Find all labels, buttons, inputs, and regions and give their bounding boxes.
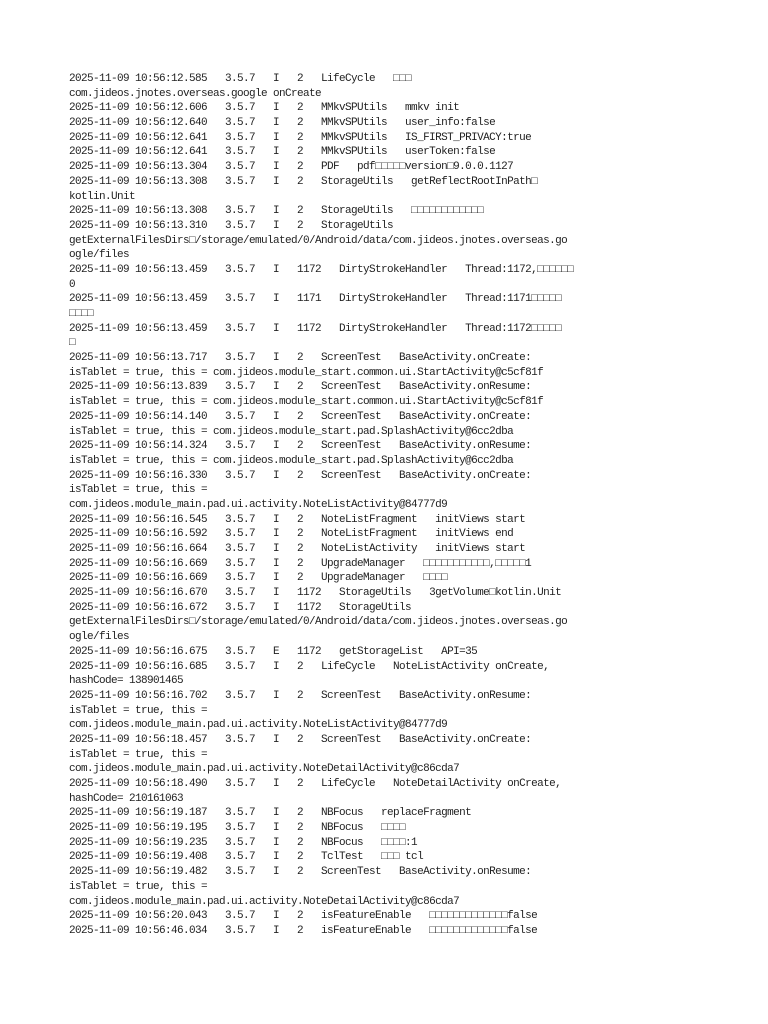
log-document [69, 72, 573, 939]
log-line: com.jideos.module_main.pad.ui.activity.NoteListActivity@84777d9 [69, 719, 448, 732]
log-line: hashCode= 138901465 [69, 675, 184, 688]
log-line: 2025-11-09 10:56:19.235 3.5.7 I 2 NBFocus □□□□:1 [69, 836, 418, 849]
log-line: 2025-11-09 10:56:19.482 3.5.7 I 2 ScreenTest BaseActivity.onResume: [69, 866, 532, 879]
log-line: 2025-11-09 10:56:12.641 3.5.7 I 2 MMkvSPUtils userToken:false [69, 146, 496, 159]
log-line: isTablet = true, this = [69, 880, 208, 893]
log-line: ogle/files [69, 249, 130, 262]
log-line: isTablet = true, this = com.jideos.module_start.common.ui.StartActivity@c5cf81f [69, 396, 544, 409]
log-line: isTablet = true, this = [69, 748, 208, 761]
log-line: 2025-11-09 10:56:16.664 3.5.7 I 2 NoteListActivity initViews start [69, 543, 526, 555]
log-line: 0 [69, 278, 76, 291]
log-line: □ [69, 337, 76, 350]
log-line: 2025-11-09 10:56:18.457 3.5.7 I 2 ScreenTest BaseActivity.onCreate: [69, 733, 532, 746]
log-line: □□□□ [69, 308, 94, 320]
log-line: 2025-11-09 10:56:16.675 3.5.7 E 1172 getStorageList API=35 [69, 645, 478, 658]
log-line: isTablet = true, this = [69, 704, 208, 717]
log-line: 2025-11-09 10:56:16.702 3.5.7 I 2 ScreenTest BaseActivity.onResume: [69, 689, 532, 702]
log-line: com.jideos.module_main.pad.ui.activity.NoteDetailActivity@c86cda7 [69, 895, 460, 908]
log-line: 2025-11-09 10:56:20.043 3.5.7 I 2 isFeatureEnable □□□□□□□□□□□□□false [69, 910, 538, 923]
log-line: isTablet = true, this = [69, 484, 208, 497]
log-line: 2025-11-09 10:56:13.308 3.5.7 I 2 StorageUtils □□□□□□□□□□□□ [69, 205, 484, 218]
log-line: 2025-11-09 10:56:12.641 3.5.7 I 2 MMkvSPUtils IS_FIRST_PRIVACY:true [69, 131, 532, 144]
log-line: 2025-11-09 10:56:16.330 3.5.7 I 2 ScreenTest BaseActivity.onCreate: [69, 469, 532, 482]
log-line: 2025-11-09 10:56:46.034 3.5.7 I 2 isFeatureEnable □□□□□□□□□□□□□false [69, 924, 538, 937]
log-line: isTablet = true, this = com.jideos.module_start.pad.SplashActivity@6cc2dba [69, 425, 514, 438]
log-line: ogle/files [69, 631, 130, 644]
log-line: 2025-11-09 10:56:12.585 3.5.7 I 2 LifeCycle □□□ [69, 73, 412, 85]
log-line: 2025-11-09 10:56:19.408 3.5.7 I 2 TclTest □□□ tcl [69, 851, 424, 864]
log-line: 2025-11-09 10:56:18.490 3.5.7 I 2 LifeCycle NoteDetailActivity onCreate, [69, 778, 562, 790]
log-line: 2025-11-09 10:56:13.717 3.5.7 I 2 ScreenTest BaseActivity.onCreate: [69, 352, 532, 365]
log-line: 2025-11-09 10:56:13.839 3.5.7 I 2 ScreenTest BaseActivity.onResume: [69, 381, 532, 394]
log-line: hashCode= 210161063 [69, 792, 184, 805]
log-line: 2025-11-09 10:56:16.685 3.5.7 I 2 LifeCycle NoteListActivity onCreate, [69, 660, 550, 673]
log-line: 2025-11-09 10:56:12.640 3.5.7 I 2 MMkvSPUtils user_info:false [69, 117, 496, 130]
log-line: 2025-11-09 10:56:13.304 3.5.7 I 2 PDF pdf□□□□□version□9.0.0.1127 [69, 161, 514, 174]
log-line: getExternalFilesDirs□/storage/emulated/0/Android/data/com.jideos.jnotes.overseas.go [69, 616, 568, 629]
log-line: 2025-11-09 10:56:16.669 3.5.7 I 2 UpgradeManager □□□□ [69, 572, 448, 585]
log-line: 2025-11-09 10:56:12.606 3.5.7 I 2 MMkvSPUtils mmkv init [69, 102, 460, 115]
log-line: 2025-11-09 10:56:16.672 3.5.7 I 1172 StorageUtils [69, 601, 412, 614]
log-line: 2025-11-09 10:56:19.187 3.5.7 I 2 NBFocus replaceFragment [69, 807, 472, 820]
log-line: 2025-11-09 10:56:16.670 3.5.7 I 1172 StorageUtils 3getVolume□kotlin.Unit [69, 587, 562, 600]
log-line: 2025-11-09 10:56:16.545 3.5.7 I 2 NoteListFragment initViews start [69, 513, 526, 526]
log-line: 2025-11-09 10:56:13.308 3.5.7 I 2 StorageUtils getReflectRootInPath□ [69, 175, 538, 188]
log-line: 2025-11-09 10:56:19.195 3.5.7 I 2 NBFocus □□□□ [69, 822, 406, 835]
log-line: com.jideos.jnotes.overseas.google onCreate [69, 87, 322, 100]
log-line: kotlin.Unit [69, 190, 136, 203]
log-line: 2025-11-09 10:56:13.310 3.5.7 I 2 StorageUtils [69, 219, 394, 232]
log-line: 2025-11-09 10:56:13.459 3.5.7 I 1171 DirtyStrokeHandler Thread:1171□□□□□ [69, 293, 562, 306]
log-line: isTablet = true, this = com.jideos.module_start.common.ui.StartActivity@c5cf81f [69, 366, 544, 379]
log-line: com.jideos.module_main.pad.ui.activity.NoteDetailActivity@c86cda7 [69, 763, 460, 776]
log-line: 2025-11-09 10:56:14.324 3.5.7 I 2 ScreenTest BaseActivity.onResume: [69, 440, 532, 453]
log-line: getExternalFilesDirs□/storage/emulated/0/Android/data/com.jideos.jnotes.overseas.go [69, 234, 568, 247]
log-line: com.jideos.module_main.pad.ui.activity.NoteListActivity@84777d9 [69, 498, 448, 511]
log-line: 2025-11-09 10:56:13.459 3.5.7 I 1172 DirtyStrokeHandler Thread:1172□□□□□ [69, 322, 562, 335]
log-line: 2025-11-09 10:56:14.140 3.5.7 I 2 ScreenTest BaseActivity.onCreate: [69, 410, 532, 423]
log-line: 2025-11-09 10:56:16.669 3.5.7 I 2 UpgradeManager □□□□□□□□□□□,□□□□□1 [69, 557, 532, 570]
log-line: 2025-11-09 10:56:16.592 3.5.7 I 2 NoteListFragment initViews end [69, 528, 514, 541]
log-line: 2025-11-09 10:56:13.459 3.5.7 I 1172 DirtyStrokeHandler Thread:1172,□□□□□□ [69, 263, 574, 276]
log-line: isTablet = true, this = com.jideos.module_start.pad.SplashActivity@6cc2dba [69, 454, 514, 467]
